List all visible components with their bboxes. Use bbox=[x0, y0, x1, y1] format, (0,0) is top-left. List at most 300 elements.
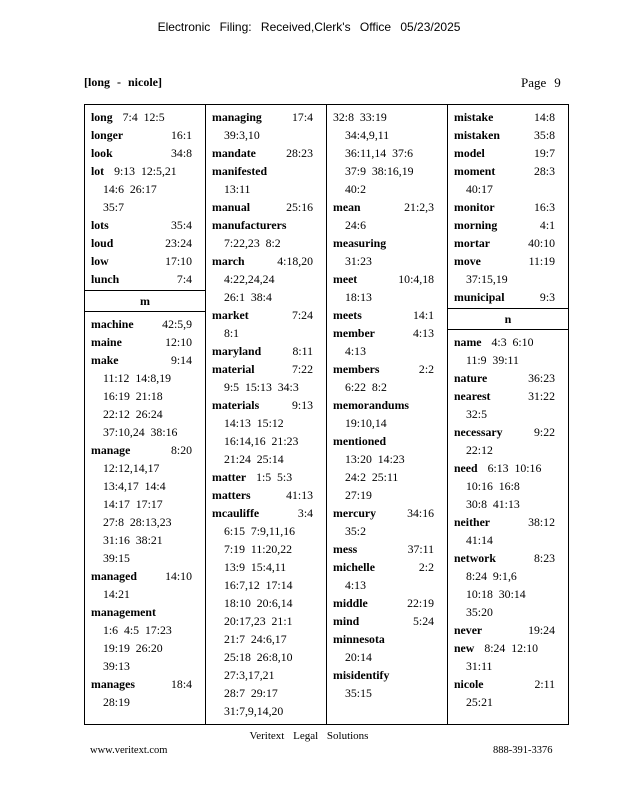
page-line-refs: 6:13 10:16 bbox=[487, 461, 542, 475]
index-word: memorandums bbox=[333, 398, 410, 412]
index-word: make bbox=[91, 353, 119, 367]
entry-line bbox=[212, 576, 321, 594]
entry-line bbox=[212, 270, 321, 288]
entry-line bbox=[212, 396, 321, 414]
entry-line bbox=[454, 333, 563, 351]
letter-header: n bbox=[448, 308, 568, 330]
index-word: mercury bbox=[333, 506, 377, 520]
page-line-refs: 34:4,9,11 bbox=[345, 128, 390, 142]
entry-line bbox=[212, 594, 321, 612]
page-line-refs: 28:3 bbox=[534, 164, 555, 178]
index-entry bbox=[454, 549, 563, 621]
page-label: Page bbox=[521, 75, 547, 90]
entry-line bbox=[454, 288, 563, 306]
entry-line bbox=[454, 369, 563, 387]
entry-line bbox=[212, 126, 321, 144]
entry-line bbox=[454, 603, 563, 621]
entry-line bbox=[91, 657, 200, 675]
index-word: meet bbox=[333, 272, 358, 286]
index-word: material bbox=[212, 362, 255, 376]
entry-line bbox=[91, 387, 200, 405]
entry-line bbox=[212, 306, 321, 324]
index-word: manage bbox=[91, 443, 131, 457]
page-line-refs: 21:24 25:14 bbox=[224, 452, 284, 466]
index-entry bbox=[333, 666, 442, 702]
entry-line bbox=[212, 108, 321, 126]
entry-line bbox=[91, 603, 200, 621]
index-word: machine bbox=[91, 317, 134, 331]
index-word: materials bbox=[212, 398, 260, 412]
page-line-refs: 21:7 24:6,17 bbox=[224, 632, 287, 646]
entry-line bbox=[454, 252, 563, 270]
page-line-refs: 34:16 bbox=[407, 506, 434, 520]
page-line-refs: 18:13 bbox=[345, 290, 372, 304]
index-word: middle bbox=[333, 596, 368, 610]
index-word: member bbox=[333, 326, 375, 340]
index-word: managing bbox=[212, 110, 262, 124]
footer-company: Veritext Legal Solutions bbox=[249, 730, 369, 742]
page-line-refs: 27:8 28:13,23 bbox=[103, 515, 172, 529]
page-line-refs: 7:22 bbox=[292, 362, 313, 376]
page-line-refs: 3:4 bbox=[297, 506, 313, 520]
entry-line bbox=[333, 360, 442, 378]
index-entry bbox=[333, 198, 442, 234]
entry-line bbox=[333, 540, 442, 558]
entry-line bbox=[212, 450, 321, 468]
entry-line bbox=[454, 549, 563, 567]
entry-line bbox=[91, 585, 200, 603]
page-line-refs: 14:13 15:12 bbox=[224, 416, 284, 430]
page-line-refs: 8:11 bbox=[292, 344, 313, 358]
index-word: loud bbox=[91, 236, 114, 250]
index-column bbox=[327, 105, 448, 724]
page-line-refs: 18:4 bbox=[171, 677, 192, 691]
page-line-refs: 4:13 bbox=[345, 578, 366, 592]
index-word: maine bbox=[91, 335, 122, 349]
entry-line bbox=[454, 459, 563, 477]
entry-line bbox=[333, 288, 442, 306]
page-line-refs: 9:13 12:5,21 bbox=[114, 164, 177, 178]
index-word: matters bbox=[212, 488, 251, 502]
entry-line bbox=[333, 576, 442, 594]
page-indicator bbox=[521, 75, 561, 91]
index-entry bbox=[454, 108, 563, 126]
index-word: managed bbox=[91, 569, 137, 583]
page-line-refs: 4:22,24,24 bbox=[224, 272, 275, 286]
footer-phone: 888-391-3376 bbox=[493, 745, 553, 756]
entry-line bbox=[333, 162, 442, 180]
index-column bbox=[206, 105, 327, 724]
index-word: necessary bbox=[454, 425, 503, 439]
entry-line bbox=[333, 612, 442, 630]
page-line-refs: 5:24 bbox=[413, 614, 434, 628]
entry-line bbox=[454, 144, 563, 162]
entry-line bbox=[91, 252, 200, 270]
entry-line bbox=[333, 324, 442, 342]
index-word: mandate bbox=[212, 146, 256, 160]
index-entry bbox=[333, 594, 442, 612]
page-line-refs: 13:9 15:4,11 bbox=[224, 560, 287, 574]
index-word: nearest bbox=[454, 389, 491, 403]
index-word: morning bbox=[454, 218, 498, 232]
entry-line bbox=[91, 198, 200, 216]
index-word: longer bbox=[91, 128, 124, 142]
entry-line bbox=[91, 144, 200, 162]
entry-line bbox=[212, 342, 321, 360]
page-line-refs: 20:17,23 21:1 bbox=[224, 614, 293, 628]
page-line-refs: 23:24 bbox=[165, 236, 192, 250]
page-line-refs: 8:24 12:10 bbox=[484, 641, 539, 655]
page-line-refs: 34:8 bbox=[171, 146, 192, 160]
index-column bbox=[448, 105, 568, 724]
index-word: mistake bbox=[454, 110, 494, 124]
entry-line bbox=[333, 342, 442, 360]
page-line-refs: 22:19 bbox=[407, 596, 434, 610]
entry-line bbox=[333, 450, 442, 468]
index-entry bbox=[454, 234, 563, 252]
index-segment bbox=[448, 330, 568, 711]
entry-line bbox=[454, 657, 563, 675]
page-line-refs: 37:10,24 38:16 bbox=[103, 425, 178, 439]
index-entry bbox=[454, 144, 563, 162]
page-line-refs: 35:20 bbox=[466, 605, 493, 619]
index-entry bbox=[91, 351, 200, 441]
index-entry bbox=[91, 567, 200, 603]
index-word: need bbox=[454, 461, 478, 475]
index-range: [long - nicole] bbox=[84, 75, 162, 89]
entry-line bbox=[212, 414, 321, 432]
entry-line bbox=[333, 198, 442, 216]
index-entry bbox=[454, 198, 563, 216]
page-line-refs: 28:7 29:17 bbox=[224, 686, 278, 700]
entry-line bbox=[212, 180, 321, 198]
entry-line bbox=[91, 513, 200, 531]
entry-line bbox=[91, 405, 200, 423]
index-word: move bbox=[454, 254, 481, 268]
page-line-refs: 38:12 bbox=[528, 515, 555, 529]
index-word: mean bbox=[333, 200, 361, 214]
index-word: manifested bbox=[212, 164, 268, 178]
index-entry bbox=[333, 324, 442, 360]
word-index-table bbox=[84, 104, 569, 725]
page-line-refs: 1:6 4:5 17:23 bbox=[103, 623, 172, 637]
entry-line bbox=[454, 567, 563, 585]
page-line-refs: 4:13 bbox=[413, 326, 434, 340]
page-line-refs: 11:12 14:8,19 bbox=[103, 371, 172, 385]
entry-line bbox=[212, 630, 321, 648]
entry-line bbox=[91, 162, 200, 180]
page-line-refs: 41:13 bbox=[286, 488, 313, 502]
page-line-refs: 14:1 bbox=[413, 308, 434, 322]
index-word: meets bbox=[333, 308, 362, 322]
page-line-refs: 36:11,14 37:6 bbox=[345, 146, 414, 160]
entry-line bbox=[454, 126, 563, 144]
entry-line bbox=[333, 108, 442, 126]
index-entry bbox=[91, 675, 200, 711]
entry-line bbox=[91, 477, 200, 495]
index-entry bbox=[212, 486, 321, 504]
index-entry bbox=[212, 306, 321, 342]
entry-line bbox=[333, 468, 442, 486]
index-word: michelle bbox=[333, 560, 375, 574]
entry-line bbox=[333, 486, 442, 504]
index-entry bbox=[333, 396, 442, 432]
page-line-refs: 37:9 38:16,19 bbox=[345, 164, 414, 178]
index-segment bbox=[448, 105, 568, 306]
index-entry bbox=[91, 252, 200, 270]
page-line-refs: 7:4 12:5 bbox=[122, 110, 165, 124]
entry-line bbox=[91, 126, 200, 144]
page-line-refs: 37:11 bbox=[407, 542, 434, 556]
page-line-refs: 24:6 bbox=[345, 218, 366, 232]
entry-line bbox=[91, 108, 200, 126]
entry-line bbox=[333, 432, 442, 450]
page-line-refs: 14:21 bbox=[103, 587, 130, 601]
page-line-refs: 14:6 26:17 bbox=[103, 182, 157, 196]
letter-header: m bbox=[85, 290, 205, 312]
page-line-refs: 20:14 bbox=[345, 650, 372, 664]
page-line-refs: 40:17 bbox=[466, 182, 493, 196]
index-entry bbox=[212, 252, 321, 306]
entry-line bbox=[212, 612, 321, 630]
page-line-refs: 40:10 bbox=[528, 236, 555, 250]
page-line-refs: 16:7,12 17:14 bbox=[224, 578, 293, 592]
page-line-refs: 4:18,20 bbox=[277, 254, 313, 268]
entry-line bbox=[212, 504, 321, 522]
index-word: manages bbox=[91, 677, 135, 691]
index-entry bbox=[212, 216, 321, 252]
page-line-refs: 9:14 bbox=[171, 353, 192, 367]
footer-website: www.veritext.com bbox=[90, 745, 168, 756]
entry-line bbox=[212, 558, 321, 576]
index-entry bbox=[212, 342, 321, 360]
index-word: never bbox=[454, 623, 483, 637]
index-word: management bbox=[91, 605, 156, 619]
index-word: market bbox=[212, 308, 249, 322]
entry-line bbox=[212, 702, 321, 720]
entry-line bbox=[91, 567, 200, 585]
index-entry bbox=[91, 108, 200, 126]
entry-line bbox=[333, 648, 442, 666]
page-line-refs: 31:23 bbox=[345, 254, 372, 268]
page-line-refs: 6:22 8:2 bbox=[345, 380, 387, 394]
entry-line bbox=[454, 387, 563, 405]
index-segment bbox=[327, 105, 447, 702]
index-word: monitor bbox=[454, 200, 495, 214]
entry-line bbox=[91, 270, 200, 288]
entry-line bbox=[454, 693, 563, 711]
page-line-refs: 9:13 bbox=[292, 398, 313, 412]
page-line-refs: 9:5 15:13 34:3 bbox=[224, 380, 299, 394]
entry-line bbox=[333, 558, 442, 576]
index-entry bbox=[212, 396, 321, 468]
page-line-refs: 7:22,23 8:2 bbox=[224, 236, 281, 250]
page-line-refs: 35:2 bbox=[345, 524, 366, 538]
page-line-refs: 39:3,10 bbox=[224, 128, 260, 142]
entry-line bbox=[454, 423, 563, 441]
index-entry bbox=[212, 144, 321, 162]
page-line-refs: 1:5 5:3 bbox=[256, 470, 293, 484]
page-line-refs: 41:14 bbox=[466, 533, 493, 547]
index-word: minnesota bbox=[333, 632, 385, 646]
index-word: manufacturers bbox=[212, 218, 287, 232]
index-entry bbox=[454, 162, 563, 198]
entry-line bbox=[454, 180, 563, 198]
index-entry bbox=[454, 459, 563, 513]
index-entry bbox=[333, 612, 442, 630]
entry-line bbox=[333, 630, 442, 648]
entry-line bbox=[91, 639, 200, 657]
index-segment bbox=[85, 105, 205, 288]
page-line-refs: 37:15,19 bbox=[466, 272, 508, 286]
index-entry bbox=[333, 540, 442, 558]
index-entry bbox=[454, 387, 563, 423]
entry-line bbox=[91, 549, 200, 567]
index-word: mistaken bbox=[454, 128, 500, 142]
entry-line bbox=[91, 423, 200, 441]
page-line-refs: 35:7 bbox=[103, 200, 124, 214]
entry-line bbox=[333, 180, 442, 198]
entry-line bbox=[212, 252, 321, 270]
page-line-refs: 22:12 26:24 bbox=[103, 407, 163, 421]
index-word: measuring bbox=[333, 236, 387, 250]
entry-line bbox=[91, 531, 200, 549]
entry-line bbox=[91, 315, 200, 333]
entry-line bbox=[333, 594, 442, 612]
page-line-refs: 17:4 bbox=[292, 110, 313, 124]
page-line-refs: 12:10 bbox=[165, 335, 192, 349]
entry-line bbox=[454, 585, 563, 603]
index-entry bbox=[333, 432, 442, 504]
page-line-refs: 30:8 41:13 bbox=[466, 497, 520, 511]
page-line-refs: 11:9 39:11 bbox=[466, 353, 519, 367]
entry-line bbox=[91, 333, 200, 351]
entry-line bbox=[212, 522, 321, 540]
entry-line bbox=[454, 108, 563, 126]
index-entry bbox=[333, 234, 442, 270]
entry-line bbox=[212, 486, 321, 504]
page-line-refs: 17:10 bbox=[165, 254, 192, 268]
page-line-refs: 39:13 bbox=[103, 659, 130, 673]
index-word: mind bbox=[333, 614, 360, 628]
entry-line bbox=[333, 414, 442, 432]
page-line-refs: 25:18 26:8,10 bbox=[224, 650, 293, 664]
index-word: look bbox=[91, 146, 113, 160]
entry-line bbox=[454, 216, 563, 234]
index-word: march bbox=[212, 254, 245, 268]
index-entry bbox=[454, 288, 563, 306]
index-segment bbox=[206, 105, 326, 720]
index-entry bbox=[454, 621, 563, 639]
entry-line bbox=[91, 234, 200, 252]
entry-line bbox=[333, 396, 442, 414]
entry-line bbox=[333, 234, 442, 252]
entry-line bbox=[333, 306, 442, 324]
page-line-refs: 4:13 bbox=[345, 344, 366, 358]
index-entry bbox=[91, 162, 200, 216]
index-word: name bbox=[454, 335, 482, 349]
page-line-refs: 13:4,17 14:4 bbox=[103, 479, 166, 493]
index-entry bbox=[212, 468, 321, 486]
entry-line bbox=[333, 522, 442, 540]
entry-line bbox=[212, 432, 321, 450]
page-line-refs: 39:15 bbox=[103, 551, 130, 565]
entry-line bbox=[333, 270, 442, 288]
page-line-refs: 25:21 bbox=[466, 695, 493, 709]
index-word: new bbox=[454, 641, 475, 655]
page-line-refs: 24:2 25:11 bbox=[345, 470, 399, 484]
index-word: municipal bbox=[454, 290, 505, 304]
index-word: lot bbox=[91, 164, 105, 178]
page-line-refs: 14:17 17:17 bbox=[103, 497, 163, 511]
index-word: lunch bbox=[91, 272, 120, 286]
entry-line bbox=[454, 234, 563, 252]
page-line-refs: 26:1 38:4 bbox=[224, 290, 272, 304]
index-word: mortar bbox=[454, 236, 491, 250]
entry-line bbox=[333, 378, 442, 396]
index-word: model bbox=[454, 146, 485, 160]
entry-line bbox=[454, 477, 563, 495]
index-word: matter bbox=[212, 470, 247, 484]
index-entry bbox=[454, 513, 563, 549]
page-line-refs: 16:3 bbox=[534, 200, 555, 214]
page-line-refs: 25:16 bbox=[286, 200, 313, 214]
page-number: 9 bbox=[554, 75, 561, 90]
entry-line bbox=[454, 405, 563, 423]
page-line-refs: 28:23 bbox=[286, 146, 313, 160]
page-line-refs: 8:1 bbox=[224, 326, 240, 340]
index-entry bbox=[212, 162, 321, 198]
page-line-refs: 31:11 bbox=[466, 659, 493, 673]
page-line-refs: 18:10 20:6,14 bbox=[224, 596, 293, 610]
page-line-refs: 19:7 bbox=[534, 146, 555, 160]
index-word: mcauliffe bbox=[212, 506, 260, 520]
index-entry bbox=[454, 639, 563, 675]
page-line-refs: 2:11 bbox=[534, 677, 555, 691]
entry-line bbox=[454, 639, 563, 657]
page-line-refs: 35:15 bbox=[345, 686, 372, 700]
index-entry bbox=[212, 504, 321, 720]
index-entry bbox=[91, 333, 200, 351]
page-line-refs: 19:24 bbox=[528, 623, 555, 637]
index-entry bbox=[91, 144, 200, 162]
entry-line bbox=[212, 540, 321, 558]
entry-line bbox=[91, 441, 200, 459]
index-entry bbox=[454, 252, 563, 288]
entry-line bbox=[333, 216, 442, 234]
page-line-refs: 4:1 bbox=[539, 218, 555, 232]
entry-line bbox=[91, 351, 200, 369]
entry-line bbox=[91, 180, 200, 198]
index-entry bbox=[333, 630, 442, 666]
index-word: misidentify bbox=[333, 668, 390, 682]
index-entry bbox=[91, 603, 200, 675]
page-line-refs: 8:24 9:1,6 bbox=[466, 569, 517, 583]
index-entry bbox=[333, 504, 442, 540]
index-entry bbox=[212, 360, 321, 396]
entry-line bbox=[212, 216, 321, 234]
page-line-refs: 4:3 6:10 bbox=[491, 335, 534, 349]
entry-line bbox=[212, 684, 321, 702]
index-word: manual bbox=[212, 200, 251, 214]
page-line-refs: 36:23 bbox=[528, 371, 555, 385]
entry-line bbox=[212, 666, 321, 684]
index-entry bbox=[91, 126, 200, 144]
index-word: moment bbox=[454, 164, 496, 178]
index-word: low bbox=[91, 254, 109, 268]
page-line-refs: 16:19 21:18 bbox=[103, 389, 163, 403]
entry-line bbox=[454, 513, 563, 531]
